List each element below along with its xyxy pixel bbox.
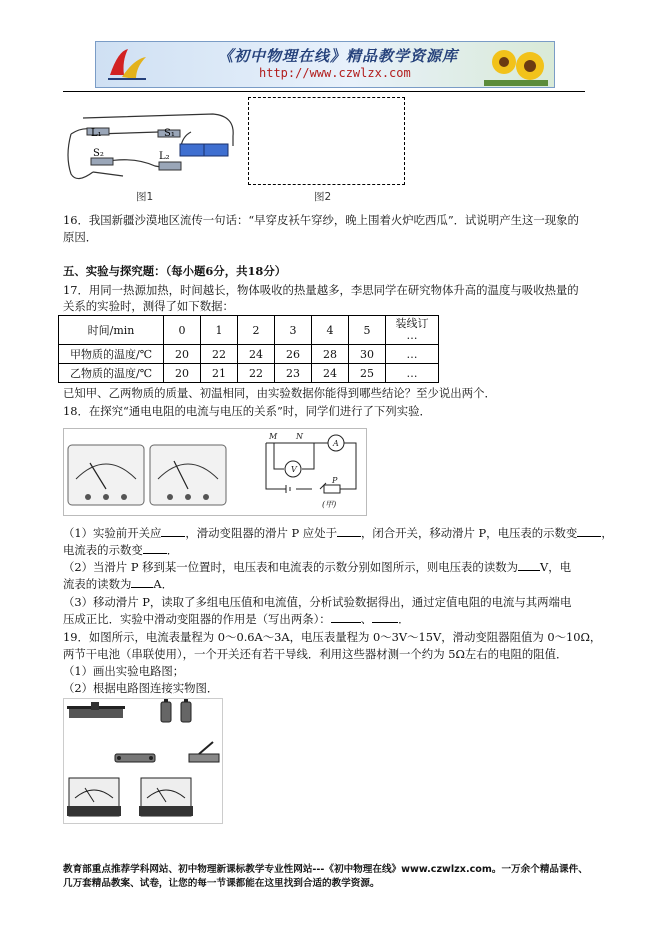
answer-blank[interactable] [331,611,361,623]
q18-p1-text-d: ， [601,526,613,540]
table-header-row [59,316,439,345]
q18-part-1-line-2 [63,542,178,558]
table-header-cell [386,316,439,345]
table-header-cell: 2 [238,316,275,345]
table-cell: 30 [349,345,386,364]
q18-part-3-line-2 [63,611,410,627]
q18-figure-drawing [64,429,366,515]
answer-blank[interactable] [337,525,361,537]
voltmeter-icon [68,445,144,505]
q18-part-1-line-1 [63,525,613,541]
q18-p2-text-b: V，电 [540,560,572,574]
answer-blank[interactable] [372,611,398,623]
table-cell: 26 [275,345,312,364]
circuit-label-a: A [333,439,339,448]
binding-margin-label: 装线订 [395,317,429,330]
table-cell: 23 [275,364,312,383]
banner-url[interactable]: http://www.czwlzx.com [259,66,411,80]
section-5-heading: 五、实验与探究题：（每小题6分，共18分） [63,264,287,278]
q19-line-2: 两节干电池（串联使用），一个开关还有若干导线．利用这些器材测一个约为 5Ω左右的电阻的阻值． [63,647,568,661]
binding-margin-ellipsis: … [406,329,418,342]
table-cell: 20 [164,345,201,364]
label-s1: S₁ [164,128,175,139]
figure-2-answer-box [248,97,405,185]
label-l1: L₁ [91,128,102,139]
table-header-cell: 时间/min [59,316,164,345]
table-header-cell: 0 [164,316,201,345]
table-row [59,364,439,383]
q17-line-1: 17．用同一热源加热，时间越长，物体吸收的热量越多，李思同学在研究物体升高的温度与吸收热量的 [63,283,579,297]
q18-p1-text-b: ，滑动变阻器的滑片 P 应处于 [185,526,337,540]
q18-p3-text-c: 、 [360,612,373,626]
q19-equipment-figure [63,698,223,824]
table-row-label: 乙物质的温度/℃ [59,364,164,383]
q19-sub-2: （2）根据电路图连接实物图． [63,681,219,695]
circuit-label-jia: (甲) [322,500,337,509]
q19-sub-1: （1）画出实验电路图； [63,664,185,678]
q18-part-2-line-2 [63,576,173,592]
table-header-cell: 4 [312,316,349,345]
label-l2: L₂ [159,151,170,162]
footer-line-1: 教育部重点推荐学科网站、初中物理新课标教学专业性网站---《初中物理在线》www.czwlzx.com。一万余个精品课件、 [63,864,588,875]
footer-line-2: 几万套精品教案、试卷，让您的每一节课都能在这里找到合适的教学资源。 [63,878,380,889]
q18-p2-text-c: 流表的读数为 [63,577,132,591]
table-row-label: 甲物质的温度/℃ [59,345,164,364]
circuit-label-p: P [332,476,338,485]
table-cell: 22 [201,345,238,364]
table-header-cell: 3 [275,316,312,345]
voltmeter-device-icon [67,778,121,816]
q16-line-1: 16．我国新疆沙漠地区流传一句话：“早穿皮袄午穿纱，晚上围着火炉吃西瓜”．试说明产生这一现象的 [63,213,579,227]
lamp-l2-icon [159,162,181,170]
sunflower-icon [484,44,548,86]
circuit-label-m: M [269,432,278,441]
figure-2-caption: 图2 [314,191,332,203]
q18-part-3-line-1: （3）移动滑片 P，读取了多组电压值和电流值，分析试验数据得出，通过定值电阻的电流与其两端电 [63,595,572,609]
table-cell: 28 [312,345,349,364]
header-rule [63,91,585,92]
circuit-label-v: V [291,465,297,474]
ammeter-device-icon [139,778,193,816]
q18-p1-text-f: ． [166,543,179,557]
q18-p1-text-a: （1）实验前开关应 [63,526,162,540]
table-row [59,345,439,364]
q18-p2-text-a: （2）当滑片 P 移到某一位置时，电压表和电流表的示数分别如图所示，则电压表的读数为 [63,560,518,574]
banner-title: 《初中物理在线》精品教学资源库 [218,47,459,65]
table-cell: 22 [238,364,275,383]
answer-blank[interactable] [131,576,153,588]
q18-p1-text-c: ，闭合开关，移动滑片 P，电压表的示数变 [360,526,578,540]
temperature-table [58,315,439,383]
q18-line-1: 18．在探究“通电电阻的电流与电压的关系”时，同学们进行了下列实验． [63,404,431,418]
q18-p3-text-d: ． [398,612,410,626]
q17-conclusion-prompt: 已知甲、乙两物质的质量、初温相同，由实验数据你能得到哪些结论？至少说出两个． [63,386,496,400]
table-cell: 24 [238,345,275,364]
switch-s2-icon [91,158,113,165]
label-s2: S₂ [93,148,104,159]
figure-1-caption: 图1 [136,191,154,203]
answer-blank[interactable] [161,525,185,537]
table-cell: 21 [201,364,238,383]
table-cell: 25 [349,364,386,383]
table-cell: … [386,345,439,364]
q16-line-2: 原因． [63,230,98,244]
q18-p1-text-e: 电流表的示数变 [63,543,143,557]
table-cell: 24 [312,364,349,383]
table-header-cell: 5 [349,316,386,345]
q18-p3-text-b: 压成正比．实验中滑动变阻器的作用是（写出两条）： [63,612,331,626]
table-header-cell: 1 [201,316,238,345]
circuit-diagram [266,443,356,493]
figure-1-circuit [63,106,238,201]
answer-blank[interactable] [518,559,540,571]
q18-p2-text-d: A． [153,577,173,591]
page-footer [63,863,588,891]
header-banner [95,41,555,88]
q18-figure [63,428,367,516]
ammeter-icon [150,445,226,505]
circuit-label-n: N [296,432,303,441]
answer-blank[interactable] [577,525,601,537]
site-logo [104,45,150,83]
answer-blank[interactable] [143,542,167,554]
resistor-icon [115,754,155,762]
table-cell: … [386,364,439,383]
q19-line-1: 19．如图所示，电流表量程为 0～0.6A～3A，电压表量程为 0～3V～15V，滑动变阻器阻值为 0～10Ω， [63,630,602,644]
table-cell: 20 [164,364,201,383]
q18-part-2-line-1 [63,559,571,575]
q17-line-2: 关系的实验时，测得了如下数据： [63,299,234,313]
